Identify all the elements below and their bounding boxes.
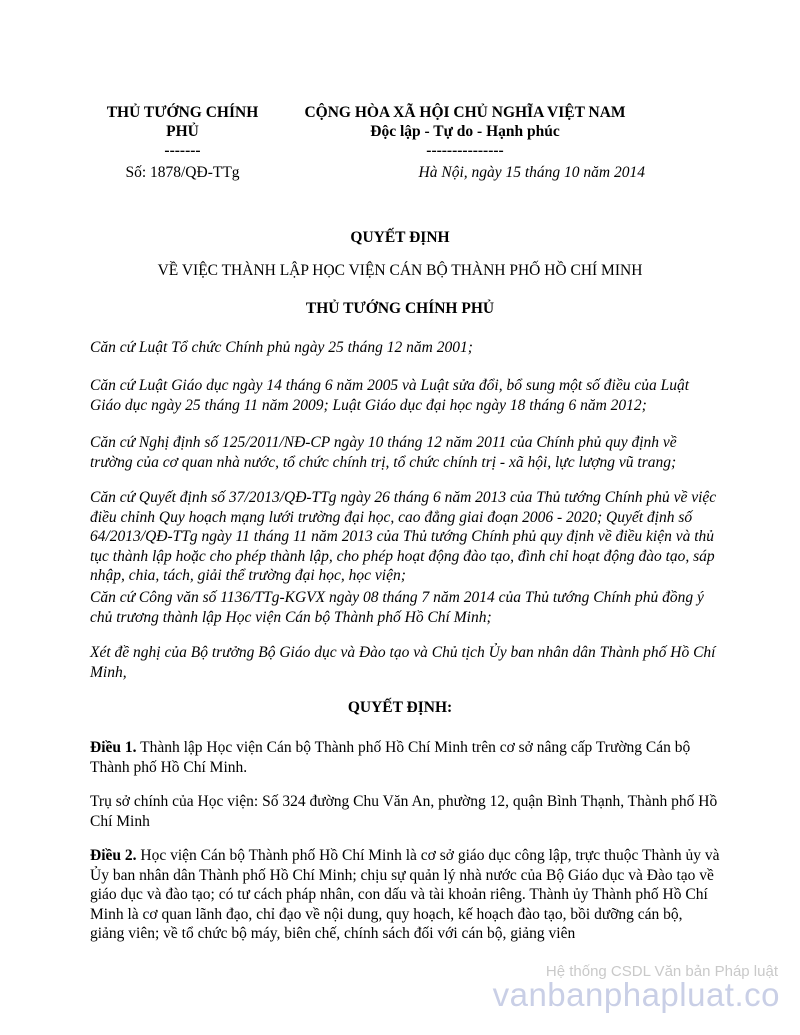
decision-heading: QUYẾT ĐỊNH:: [347, 699, 453, 716]
document-subject: VỀ VIỆC THÀNH LẬP HỌC VIỆN CÁN BỘ THÀNH PHỐ HỒ CHÍ MINH: [157, 262, 643, 279]
nation-title: CỘNG HÒA XÃ HỘI CHỦ NGHĨA VIỆT NAM: [304, 104, 626, 121]
agency-line-2: PHỦ: [166, 123, 199, 140]
issuing-agency: [100, 103, 265, 160]
article-text: Trụ sở chính của Học viện: Số 324 đường Chu Văn An, phường 12, quận Bình Thạnh, Thành phố Hồ Chí Minh: [90, 793, 718, 830]
article-1-address: [90, 792, 720, 831]
place-and-date: Hà Nội, ngày 15 tháng 10 năm 2014: [418, 164, 645, 181]
article-1: [90, 738, 720, 777]
nation-divider: ---------------: [426, 142, 504, 159]
nation-motto: Độc lập - Tự do - Hạnh phúc: [370, 123, 560, 140]
preamble-item: Căn cứ Luật Giáo dục ngày 14 tháng 6 năm 2005 và Luật sửa đổi, bổ sung một số điều của Luật Giáo dục ngày 25 tháng 11 năm 2009; Luật Giáo dục đại học ngày 18 tháng 6 năm 2012;: [90, 377, 690, 414]
document-type: QUYẾT ĐỊNH: [350, 229, 450, 246]
document-issuer: THỦ TƯỚNG CHÍNH PHỦ: [305, 300, 495, 317]
article-text: Thành lập Học viện Cán bộ Thành phố Hồ Chí Minh trên cơ sở nâng cấp Trường Cán bộ Thành phố Hồ Chí Minh.: [90, 739, 691, 776]
watermark-site: vanbanphapluat.co: [492, 976, 780, 1013]
preamble-item: Căn cứ Quyết định số 37/2013/QĐ-TTg ngày 26 tháng 6 năm 2013 của Thủ tướng Chính phủ về việc điều chỉnh Quy hoạch mạng lưới trường đại học, cao đẳng giai đoạn 2006 - 2020; Quyết định số 64/2013/QĐ-TTg ngày 11 tháng 11 năm 2013 của Thủ tướng Chính phủ quy định về điều kiện và thủ tục thành lập hoặc cho phép thành lập, cho phép hoạt động đào tạo, đình chỉ hoạt động đào tạo, sáp nhập, chia, tách, giải thể trường đại học, học viện;: [90, 489, 717, 584]
document-number: Số: 1878/QĐ-TTg: [125, 164, 240, 181]
article-2: [90, 846, 720, 944]
preamble-item: Căn cứ Công văn số 1136/TTg-KGVX ngày 08 tháng 7 năm 2014 của Thủ tướng Chính phủ đồng ý chủ trương thành lập Học viện Cán bộ Thành phố Hồ Chí Minh;: [90, 589, 704, 626]
article-text: Học viện Cán bộ Thành phố Hồ Chí Minh là cơ sở giáo dục công lập, trực thuộc Thành ủy và Ủy ban nhân dân Thành phố Hồ Chí Minh; chịu sự quản lý nhà nước của Bộ Giáo dục và Đào tạo về giáo dục và đào tạo; có tư cách pháp nhân, con dấu và tài khoản riêng. Thành ủy Thành phố Hồ Chí Minh là cơ quan lãnh đạo, chỉ đạo về nội dung, quy hoạch, kế hoạch đào tạo, bồi dưỡng cán bộ, giảng viên; về tổ chức bộ máy, biên chế, chính sách đối với cán bộ, giảng viên: [90, 847, 720, 942]
national-motto: [290, 103, 640, 160]
watermark-caption: Hệ thống CSDL Văn bản Pháp luật: [545, 963, 778, 980]
article-label: Điều 1.: [90, 739, 137, 756]
preamble-item: Căn cứ Luật Tổ chức Chính phủ ngày 25 tháng 12 năm 2001;: [90, 339, 473, 356]
agency-line-1: THỦ TƯỚNG CHÍNH: [106, 104, 259, 121]
preamble-item: Xét đề nghị của Bộ trưởng Bộ Giáo dục và Đào tạo và Chủ tịch Ủy ban nhân dân Thành phố Hồ Chí Minh,: [90, 644, 716, 681]
article-label: Điều 2.: [90, 847, 137, 864]
preamble-item: Căn cứ Nghị định số 125/2011/NĐ-CP ngày 10 tháng 12 năm 2011 của Chính phủ quy định về trường của cơ quan nhà nước, tổ chức chính trị, tổ chức chính trị - xã hội, lực lượng vũ trang;: [90, 434, 677, 471]
agency-divider: -------: [164, 142, 201, 159]
